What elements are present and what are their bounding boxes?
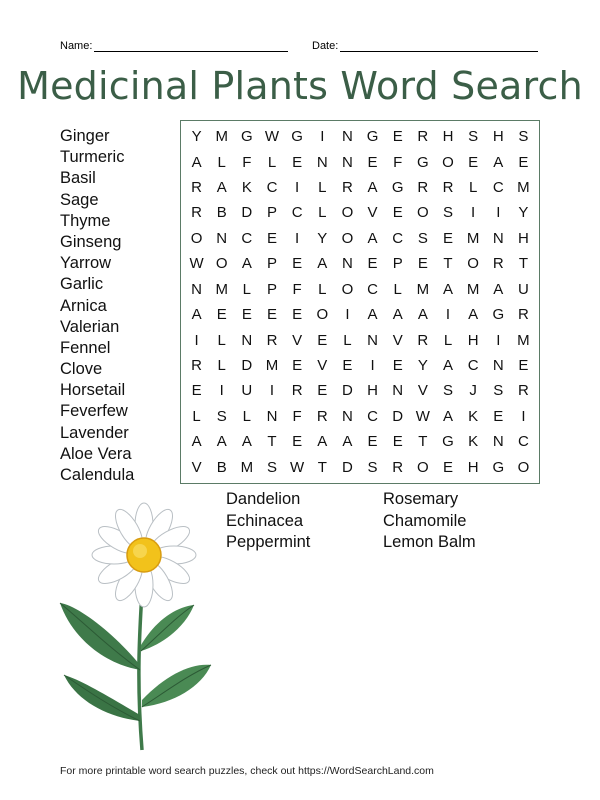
name-line [94,41,288,52]
daisy-flower-icon [56,495,216,760]
grid-cell: E [292,306,303,324]
grid-cell: C [392,229,404,247]
date-field [312,40,538,52]
grid-cell: E [292,433,303,451]
grid-cell: R [442,179,454,197]
grid-cell: N [341,255,353,273]
grid-cell: A [417,306,428,324]
grid-cell: N [341,407,353,425]
grid-cell: K [468,407,479,425]
grid-cell: E [266,229,277,247]
grid-cell: E [317,331,328,349]
grid-cell: H [517,229,529,247]
grid-cell: A [392,306,403,324]
grid-cell: A [241,433,252,451]
grid-cell: B [216,458,227,476]
grid-cell: O [341,229,354,247]
grid-cell: S [367,458,378,476]
grid-cell: K [468,433,479,451]
word-item: Fennel [60,338,111,357]
grid-cell: O [417,458,429,476]
grid-cell: Y [317,229,328,247]
grid-cell: E [266,306,277,324]
word-item: Ginseng [60,232,122,251]
grid-cell: Y [417,357,428,375]
grid-cell: A [442,407,453,425]
grid-cell: I [471,204,476,222]
grid-cell: R [266,331,278,349]
grid-cell: G [291,128,303,146]
grid-cell: Y [518,204,529,222]
grid-cell: L [318,179,327,197]
flower-leaf [64,675,140,721]
grid-cell: R [191,204,202,222]
grid-cell: R [191,357,202,375]
grid-cell: A [241,255,252,273]
grid-cell: L [468,179,478,197]
grid-cell: M [466,280,480,298]
grid-cell: O [442,153,454,171]
grid-cell: O [316,306,329,324]
grid-cell: T [518,255,528,273]
grid-cell: V [292,331,303,349]
grid-cell: G [442,433,454,451]
grid-cell: C [291,204,303,222]
grid-cell: N [492,229,504,247]
grid-cell: L [242,280,252,298]
grid-cell: E [417,255,428,273]
grid-cell: O [517,458,530,476]
grid-cell: N [241,331,253,349]
grid-cell: E [493,407,504,425]
grid-cell: R [517,382,529,400]
grid-cell: N [341,153,353,171]
grid-cell: A [342,433,353,451]
grid-cell: E [241,306,252,324]
grid-cell: R [517,306,529,324]
grid-cell: F [292,407,302,425]
page-title: Medicinal Plants Word Search [17,64,583,108]
word-list-right [383,489,476,554]
grid-cell: A [442,357,453,375]
grid-cell: M [265,357,279,375]
grid-cell: E [442,229,453,247]
grid-cell: A [317,255,328,273]
name-field [60,40,288,52]
word-item: Sage [60,190,99,209]
word-item: Thyme [60,211,111,230]
grid-cell: C [492,179,504,197]
grid-cell: E [392,357,403,375]
grid-cell: A [468,306,479,324]
grid-cell: F [292,280,302,298]
grid-cell: A [367,306,378,324]
word-item: Ginger [60,127,110,145]
grid-cell: K [241,179,252,197]
grid-cell: H [467,458,479,476]
grid-cell: E [468,153,479,171]
grid-cell: A [367,229,378,247]
grid-cell: D [341,382,353,400]
grid-cell: I [194,331,199,349]
grid-cell: R [341,179,353,197]
grid-cell: A [367,179,378,197]
grid-cell: D [241,204,253,222]
grid-cell: V [367,204,378,222]
grid-cell: L [217,331,226,349]
word-item: Echinacea [226,511,304,530]
grid-cell: S [216,407,227,425]
word-item: Yarrow [60,254,112,273]
grid-cell: H [492,128,504,146]
grid-cell: L [267,153,277,171]
grid-cell: E [367,433,378,451]
word-item: Lemon Balm [383,533,476,552]
grid-cell: G [391,179,404,197]
grid-cell: G [492,306,505,324]
grid-cell: O [215,255,228,273]
grid-cell: D [392,407,404,425]
grid-cell: P [266,204,277,222]
grid-cell: L [242,407,252,425]
grid-cell: L [343,331,352,349]
grid-cell: T [418,433,428,451]
grid-cell: I [521,407,526,425]
grid-cell: V [392,331,403,349]
grid-cell: A [216,179,227,197]
grid-cell: I [496,331,501,349]
grid-cell: R [191,179,202,197]
word-list-middle [226,489,310,554]
grid-cell: S [468,128,479,146]
grid-cell: P [266,280,277,298]
grid-cell: O [417,204,429,222]
grid-cell: E [317,382,328,400]
grid-cell: M [240,458,254,476]
word-list-left [60,126,134,486]
grid-cell: W [415,407,430,425]
grid-cell: N [316,153,328,171]
grid-cell: E [216,306,227,324]
grid-cell: M [517,179,530,197]
grid-cell: F [242,153,252,171]
grid-cell: L [217,153,226,171]
grid-cell: E [342,357,353,375]
grid-cell: L [443,331,453,349]
word-item: Lavender [60,423,129,442]
grid-cell: R [417,331,429,349]
grid-cell: R [417,128,429,146]
grid-cell: P [392,255,403,273]
grid-cell: R [492,255,504,273]
grid-cell: S [493,382,504,400]
grid-cell: I [219,382,224,400]
grid-cell: E [292,255,303,273]
grid-cell: C [266,179,278,197]
grid-cell: L [192,407,201,425]
grid-cell: E [292,357,303,375]
date-label: Date: [312,40,339,52]
grid-cell: N [492,433,504,451]
grid-cell: H [467,331,479,349]
grid-cell: C [367,407,378,425]
word-item: Chamomile [383,511,467,530]
grid-cell: T [267,433,277,451]
grid-cell: T [317,458,327,476]
grid-cell: V [191,458,202,476]
grid-cell: I [370,357,375,375]
grid-cell: E [392,204,403,222]
grid-cell: E [518,153,529,171]
grid-cell: H [442,128,454,146]
grid-cell: L [318,280,327,298]
grid-cell: V [417,382,428,400]
grid-cell: E [392,128,403,146]
grid-cell: I [269,382,275,400]
grid-cell: O [341,204,354,222]
grid-cell: C [517,433,529,451]
letter-grid [180,120,540,484]
name-label: Name: [60,40,93,52]
flower-petals [92,503,196,607]
grid-cell: M [416,280,430,298]
grid-cell: C [467,357,479,375]
word-item: Peppermint [226,533,311,552]
grid-cell: W [189,255,204,273]
grid-cell: N [367,331,378,349]
grid-cell: A [191,153,202,171]
grid-cell: A [493,153,504,171]
grid-cell: O [190,229,203,247]
date-line [340,41,538,52]
grid-cell: S [442,204,453,222]
grid-cell: D [241,357,253,375]
grid-cell: W [264,128,280,146]
grid-cell: G [492,458,505,476]
grid-cell: M [215,280,228,298]
grid-cell: E [191,382,202,400]
grid-cell: G [366,128,379,146]
grid-cell: C [241,229,253,247]
grid-cell: R [417,179,429,197]
grid-cell: C [367,280,378,298]
grid-cell: E [518,357,529,375]
grid-cell: L [217,357,226,375]
word-item: Rosemary [383,490,459,508]
grid-cell: N [191,280,202,298]
grid-cell: A [442,280,453,298]
grid-cell: A [191,433,202,451]
grid-cell: N [341,128,353,146]
word-item: Dandelion [226,490,301,508]
grid-cell: Y [191,128,202,146]
grid-cell: E [367,255,378,273]
word-item: Valerian [60,317,120,336]
grid-cell: I [295,179,300,197]
word-item: Horsetail [60,381,126,400]
grid-cell: R [316,407,328,425]
grid-cell: J [469,382,477,400]
grid-cell: R [291,382,303,400]
grid-cell: M [517,331,530,349]
footer-note: For more printable word search puzzles, check out https://WordSearchLand.com [60,765,434,777]
grid-cell: A [493,280,504,298]
grid-cell: O [341,280,354,298]
grid-cell: H [367,382,378,400]
grid-cell: B [216,204,227,222]
grid-cell: F [393,153,403,171]
grid-cell: I [295,229,300,247]
grid-cell: S [417,229,428,247]
word-item: Arnica [60,296,107,315]
grid-cell: G [417,153,429,171]
grid-cell: P [266,255,277,273]
grid-cell: R [392,458,404,476]
grid-cell: E [367,153,378,171]
grid-cell: M [215,128,228,146]
grid-cell: M [466,229,480,247]
grid-cell: I [345,306,350,324]
grid-cell: E [392,433,403,451]
grid-cell: N [392,382,404,400]
word-item: Calendula [60,466,135,484]
word-item: Basil [60,169,96,188]
grid-cell: G [241,128,253,146]
grid-cell: S [442,382,453,400]
grid-cell: N [492,357,504,375]
word-item: Aloe Vera [60,444,132,463]
grid-cell: E [442,458,453,476]
grid-cell: V [317,357,328,375]
grid-cell: A [216,433,227,451]
grid-cell: L [318,204,327,222]
word-item: Turmeric [60,148,125,167]
grid-cell: S [266,458,277,476]
grid-cell: A [317,433,328,451]
word-item: Feverfew [60,402,128,421]
grid-cell: D [341,458,353,476]
grid-cell: W [290,458,305,476]
grid-cell: N [216,229,228,247]
word-item: Clove [60,360,103,379]
grid-cell: I [320,128,325,146]
grid-cell: I [445,306,451,324]
grid-cell: U [241,382,253,400]
word-item: Garlic [60,275,104,294]
grid-cell: A [191,306,202,324]
grid-cell: I [496,204,501,222]
grid-cell: U [517,280,529,298]
grid-cell: S [518,128,529,146]
grid-cell: O [467,255,479,273]
grid-cell: E [292,153,303,171]
grid-cell: N [266,407,278,425]
grid-cell: L [393,280,402,298]
grid-cell: T [443,255,453,273]
